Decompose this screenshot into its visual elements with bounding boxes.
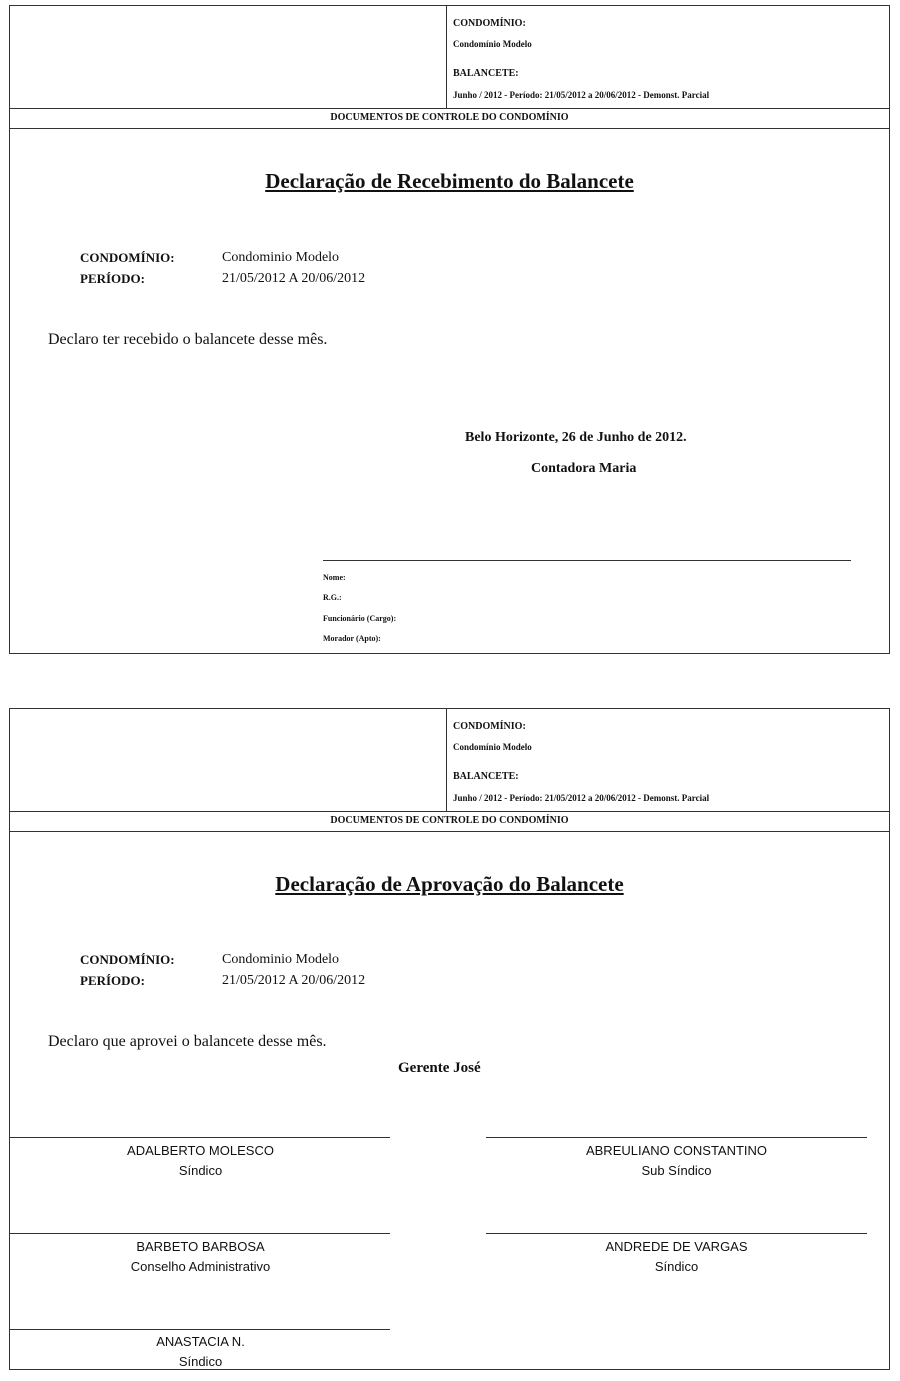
- header-balancete-value: Junho / 2012 - Período: 21/05/2012 a 20/06/2012 - Demonst. Parcial: [453, 90, 710, 100]
- condominio-value: Condominio Modelo: [222, 952, 340, 967]
- document-title: Declaração de Recebimento do Balancete: [265, 169, 634, 193]
- periodo-label: PERÍODO:: [80, 973, 145, 988]
- signatory-role: Síndico: [178, 1354, 223, 1369]
- header-info-box: [446, 709, 890, 811]
- signatory-name: BARBETO BARBOSA: [136, 1239, 265, 1254]
- signature-line: [10, 1233, 390, 1234]
- signature-line: [323, 560, 851, 561]
- signature-line: [486, 1233, 867, 1234]
- approval-declaration-document: [9, 708, 890, 1370]
- header-balancete-value: Junho / 2012 - Período: 21/05/2012 a 20/06/2012 - Demonst. Parcial: [453, 793, 710, 803]
- place-date: Belo Horizonte, 26 de Junho de 2012.: [465, 430, 687, 445]
- header-condominio-label: CONDOMÍNIO:: [453, 721, 526, 732]
- declaration-text: Declaro ter recebido o balancete desse mês.: [48, 331, 328, 348]
- signature-block: [10, 1237, 391, 1277]
- header-balancete-label: BALANCETE:: [453, 68, 519, 79]
- signatory-name: ADALBERTO MOLESCO: [127, 1143, 274, 1158]
- signature-block: [486, 1237, 867, 1277]
- signature-line: [486, 1137, 867, 1138]
- section-strip: DOCUMENTOS DE CONTROLE DO CONDOMÍNIO: [10, 108, 889, 129]
- signature-block: [10, 1141, 391, 1181]
- receipt-declaration-document: [9, 5, 890, 654]
- signatory-name: ANASTACIA N.: [156, 1334, 245, 1349]
- field-cargo-label: Funcionário (Cargo):: [323, 614, 397, 623]
- signatory-role: Síndico: [654, 1259, 699, 1274]
- periodo-value: 21/05/2012 A 20/06/2012: [222, 271, 366, 286]
- signature-block: [10, 1332, 391, 1372]
- header-condominio-value: Condomínio Modelo: [453, 742, 532, 752]
- signatory-role: Conselho Administrativo: [130, 1259, 271, 1274]
- field-rg-label: R.G.:: [323, 593, 342, 602]
- header-info-box: [446, 6, 890, 108]
- condominio-label: CONDOMÍNIO:: [80, 250, 175, 265]
- field-nome-label: Nome:: [323, 573, 346, 582]
- document-header: [10, 709, 889, 812]
- header-balancete-label: BALANCETE:: [453, 771, 519, 782]
- condominio-value: Condominio Modelo: [222, 250, 340, 265]
- signature-block: [486, 1141, 867, 1181]
- declaration-text: Declaro que aprovei o balancete desse mês.: [48, 1033, 327, 1050]
- signatory-role: Síndico: [178, 1163, 223, 1178]
- document-title: Declaração de Aprovação do Balancete: [275, 872, 624, 896]
- header-condominio-value: Condomínio Modelo: [453, 39, 532, 49]
- signature-line: [10, 1137, 390, 1138]
- condominio-label: CONDOMÍNIO:: [80, 952, 175, 967]
- section-strip: DOCUMENTOS DE CONTROLE DO CONDOMÍNIO: [10, 811, 889, 832]
- signer-name: Contadora Maria: [531, 461, 637, 476]
- header-condominio-label: CONDOMÍNIO:: [453, 18, 526, 29]
- signatory-role: Sub Síndico: [641, 1163, 712, 1178]
- signatory-name: ANDREDE DE VARGAS: [605, 1239, 748, 1254]
- manager-name: Gerente José: [398, 1060, 481, 1076]
- field-apto-label: Morador (Apto):: [323, 634, 381, 643]
- periodo-label: PERÍODO:: [80, 271, 145, 286]
- periodo-value: 21/05/2012 A 20/06/2012: [222, 973, 366, 988]
- signatory-name: ABREULIANO CONSTANTINO: [585, 1143, 768, 1158]
- signature-line: [10, 1329, 390, 1330]
- document-header: [10, 6, 889, 109]
